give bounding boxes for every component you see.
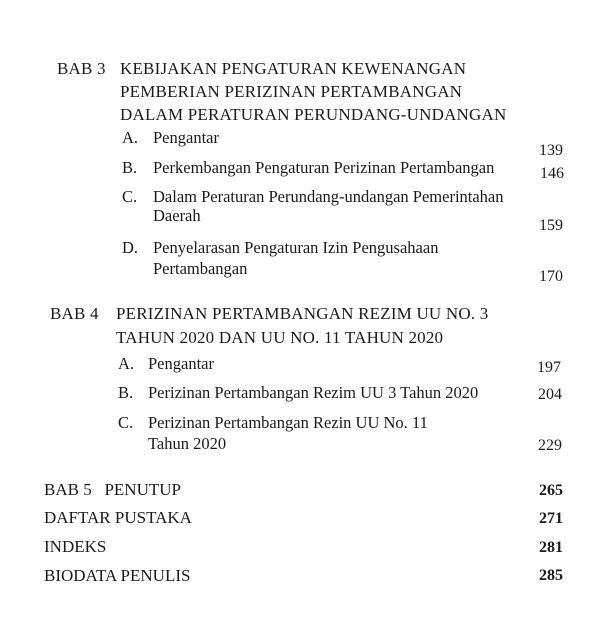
item-page: 229	[538, 437, 562, 454]
bab4-title-line-1: PERIZINAN PERTAMBANGAN REZIM UU NO. 3	[116, 304, 489, 323]
item-title: Pengantar	[148, 354, 214, 373]
bab5-label: BAB 5 PENUTUP	[44, 480, 181, 499]
daftar-pustaka-label: DAFTAR PUSTAKA	[44, 508, 192, 527]
bab3-title-line-3: DALAM PERATURAN PERUNDANG-UNDANGAN	[120, 105, 507, 124]
bab3-label: BAB 3	[57, 59, 106, 78]
bab4-title-line-2: TAHUN 2020 DAN UU NO. 11 TAHUN 2020	[116, 328, 444, 347]
item-title-cont: Daerah	[153, 206, 201, 225]
bab3-title-line-1: KEBIJAKAN PENGATURAN KEWENANGAN	[120, 59, 467, 78]
item-title: Perizinan Pertambangan Rezim UU 3 Tahun 2020	[148, 383, 479, 402]
item-title: Perizinan Pertambangan Rezin UU No. 11	[148, 413, 428, 432]
item-page: 204	[538, 386, 562, 403]
item-page: 281	[539, 539, 563, 556]
item-page: 170	[539, 268, 563, 285]
item-letter: A.	[118, 354, 135, 373]
item-page: 197	[537, 359, 561, 376]
item-title-cont: Tahun 2020	[148, 434, 227, 453]
bab4-label: BAB 4	[50, 304, 99, 323]
item-letter: D.	[122, 238, 139, 257]
item-page: 159	[539, 217, 563, 234]
item-page: 271	[539, 510, 563, 527]
item-title-cont: Pertambangan	[153, 259, 248, 278]
item-page: 139	[539, 142, 563, 159]
bab3-title-line-2: PEMBERIAN PERIZINAN PERTAMBANGAN	[120, 82, 463, 101]
item-page: 265	[539, 482, 563, 499]
item-title: Perkembangan Pengaturan Perizinan Pertambangan	[153, 158, 495, 177]
item-title: Pengantar	[153, 128, 219, 147]
item-title: Dalam Peraturan Perundang-undangan Pemerintahan	[153, 187, 504, 206]
indeks-label: INDEKS	[44, 537, 107, 556]
item-letter: C.	[118, 413, 134, 432]
item-page: 285	[539, 567, 563, 584]
biodata-penulis-label: BIODATA PENULIS	[44, 566, 191, 585]
item-letter: A.	[122, 128, 139, 147]
item-title: Penyelarasan Pengaturan Izin Pengusahaan	[153, 238, 439, 257]
item-page: 146	[540, 165, 564, 182]
item-letter: B.	[122, 158, 138, 177]
item-letter: B.	[118, 383, 134, 402]
item-letter: C.	[122, 187, 138, 206]
